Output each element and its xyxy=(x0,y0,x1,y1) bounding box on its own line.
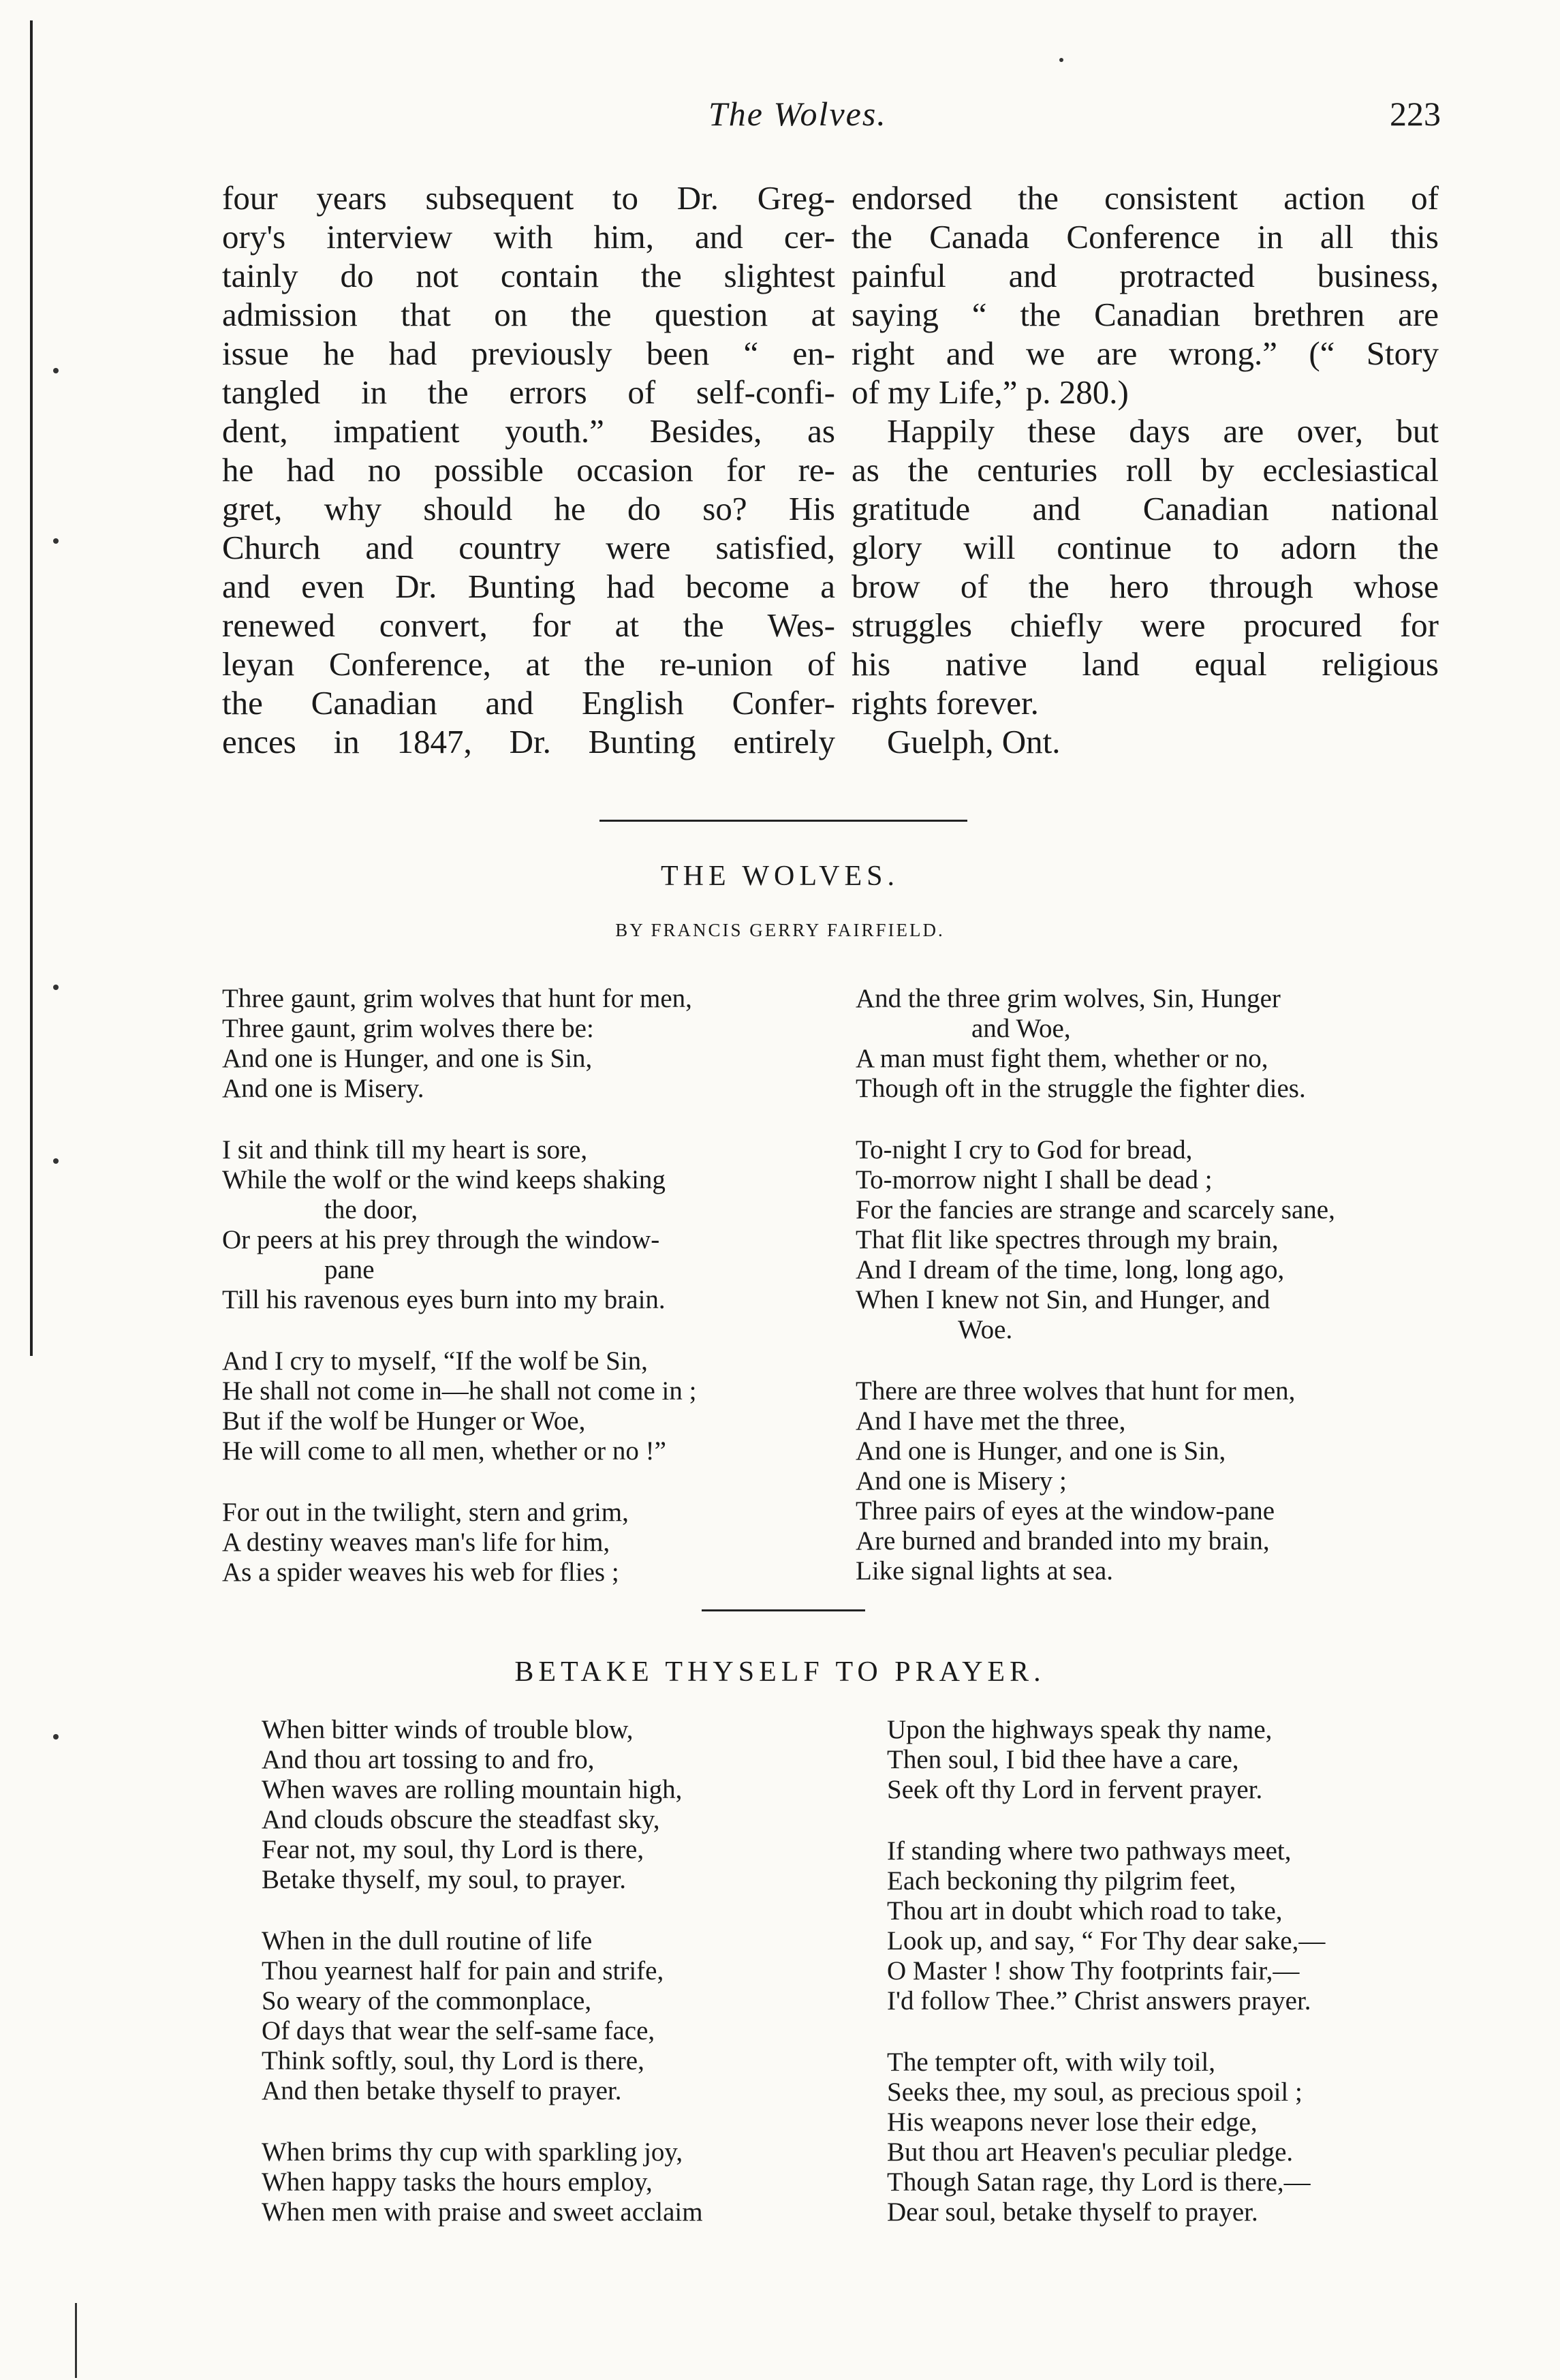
verse-line: Betake thyself, my soul, to prayer. xyxy=(262,1865,627,1894)
verse-line: Seek oft thy Lord in fervent prayer. xyxy=(887,1775,1263,1804)
verse-line: Thou yearnest half for pain and strife, xyxy=(262,1956,664,1985)
section-divider xyxy=(702,1609,865,1611)
text-line: endorsed the consistent action of xyxy=(852,179,1439,217)
poem-column-right xyxy=(856,984,1335,1586)
page-number: 223 xyxy=(1390,95,1441,133)
stanza-gap xyxy=(856,1104,1335,1135)
stanza-gap xyxy=(887,1805,1325,1836)
verse-line: Are burned and branded into my brain, xyxy=(856,1526,1270,1556)
verse-line: To-morrow night I shall be dead ; xyxy=(856,1165,1213,1194)
poem-column-left xyxy=(222,984,696,1588)
text-line: saying “ the Canadian brethren are xyxy=(852,296,1439,333)
text-line: admission that on the question at xyxy=(222,296,835,333)
verse-line: Like signal lights at sea. xyxy=(856,1556,1114,1586)
section-divider xyxy=(599,820,967,822)
verse-line: Thou art in doubt which road to take, xyxy=(887,1896,1283,1926)
verse-line: O Master ! show Thy footprints fair,— xyxy=(887,1956,1300,1985)
verse-line: When bitter winds of trouble blow, xyxy=(262,1715,634,1744)
text-line: and even Dr. Bunting had become a xyxy=(222,568,835,605)
text-line: ences in 1847, Dr. Bunting entirely xyxy=(222,723,835,760)
scan-edge-line xyxy=(75,2303,77,2378)
verse-line: The tempter oft, with wily toil, xyxy=(887,2047,1215,2077)
text-line: as the centuries roll by ecclesiastical xyxy=(852,451,1439,489)
verse-line: That flit like spectres through my brain, xyxy=(856,1225,1279,1254)
verse-line: When happy tasks the hours employ, xyxy=(262,2167,653,2197)
verse-line: If standing where two pathways meet, xyxy=(887,1836,1292,1866)
verse-line: Upon the highways speak thy name, xyxy=(887,1715,1273,1744)
verse-line: But thou art Heaven's peculiar pledge. xyxy=(887,2137,1294,2167)
text-line: tangled in the errors of self-confi- xyxy=(222,373,835,411)
text-line: gratitude and Canadian national xyxy=(852,490,1439,527)
text-line: Church and country were satisfied, xyxy=(222,529,835,566)
poem-byline: BY FRANCIS GERRY FAIRFIELD. xyxy=(615,920,945,940)
text-line: ory's interview with him, and cer- xyxy=(222,218,835,256)
verse-line: A man must fight them, whether or no, xyxy=(856,1044,1268,1073)
poem-column-right xyxy=(887,1715,1325,2227)
text-line: four years subsequent to Dr. Greg- xyxy=(222,179,835,217)
poem-title: THE WOLVES. xyxy=(661,861,899,892)
scan-speck xyxy=(1059,58,1063,62)
stanza-gap xyxy=(222,1315,696,1346)
verse-line: Dear soul, betake thyself to prayer. xyxy=(887,2197,1258,2227)
verse-line: And I dream of the time, long, long ago, xyxy=(856,1255,1285,1284)
text-line: renewed convert, for at the Wes- xyxy=(222,606,835,644)
verse-line: And I cry to myself, “If the wolf be Sin, xyxy=(222,1346,648,1376)
verse-line: And clouds obscure the steadfast sky, xyxy=(262,1805,660,1834)
verse-line: While the wolf or the wind keeps shaking xyxy=(222,1165,666,1194)
verse-line: Think softly, soul, thy Lord is there, xyxy=(262,2046,644,2075)
verse-line: A destiny weaves man's life for him, xyxy=(222,1528,610,1557)
verse-line: And then betake thyself to prayer. xyxy=(262,2076,622,2105)
scan-speck xyxy=(53,985,59,990)
stanza-gap xyxy=(887,2016,1325,2047)
verse-line: Three gaunt, grim wolves that hunt for men, xyxy=(222,984,692,1013)
verse-line: He will come to all men, whether or no !” xyxy=(222,1436,666,1466)
verse-line: Though oft in the struggle the fighter dies. xyxy=(856,1074,1306,1103)
verse-line: For out in the twilight, stern and grim, xyxy=(222,1498,629,1527)
text-line: dent, impatient youth.” Besides, as xyxy=(222,412,835,450)
article-column-left xyxy=(222,179,835,761)
verse-line: Seeks thee, my soul, as precious spoil ; xyxy=(887,2077,1302,2107)
verse-line: When waves are rolling mountain high, xyxy=(262,1775,683,1804)
verse-line: Or peers at his prey through the window- xyxy=(222,1225,660,1254)
verse-line: When in the dull routine of life xyxy=(262,1926,593,1956)
text-line: painful and protracted business, xyxy=(852,257,1439,294)
text-line: the Canada Conference in all this xyxy=(852,218,1439,256)
verse-line: And one is Hunger, and one is Sin, xyxy=(856,1436,1226,1466)
scan-speck xyxy=(53,368,59,373)
article-column-right xyxy=(852,179,1439,761)
verse-line: For the fancies are strange and scarcely sane, xyxy=(856,1195,1335,1224)
verse-line: And one is Misery ; xyxy=(856,1466,1067,1496)
text-line: right and we are wrong.” (“ Story xyxy=(852,335,1439,372)
text-line: brow of the hero through whose xyxy=(852,568,1439,605)
verse-line: And I have met the three, xyxy=(856,1406,1126,1436)
text-line: issue he had previously been “ en- xyxy=(222,335,835,372)
verse-line: the door, xyxy=(324,1195,418,1224)
scan-edge-line xyxy=(30,20,33,1356)
text-line: tainly do not contain the slightest xyxy=(222,257,835,294)
verse-line: Of days that wear the self-same face, xyxy=(262,2016,655,2045)
poem-title: BETAKE THYSELF TO PRAYER. xyxy=(514,1656,1046,1688)
text-line: gret, why should he do so? His xyxy=(222,490,835,527)
verse-line: When brims thy cup with sparkling joy, xyxy=(262,2137,683,2167)
scan-speck xyxy=(53,1734,59,1740)
verse-line: Though Satan rage, thy Lord is there,— xyxy=(887,2167,1311,2197)
verse-line: Three pairs of eyes at the window-pane xyxy=(856,1496,1275,1526)
verse-line: And thou art tossing to and fro, xyxy=(262,1745,595,1774)
text-line: the Canadian and English Confer- xyxy=(222,684,835,722)
stanza-gap xyxy=(262,1895,703,1926)
verse-line: When men with praise and sweet acclaim xyxy=(262,2197,703,2227)
verse-line: Woe. xyxy=(958,1315,1013,1344)
verse-line: But if the wolf be Hunger or Woe, xyxy=(222,1406,586,1436)
verse-line: When I knew not Sin, and Hunger, and xyxy=(856,1285,1270,1314)
text-line: glory will continue to adorn the xyxy=(852,529,1439,566)
text-line: his native land equal religious xyxy=(852,645,1439,683)
stanza-gap xyxy=(222,1104,696,1135)
stanza-gap xyxy=(262,2106,703,2137)
text-line: rights forever. xyxy=(852,684,1039,722)
running-title: The Wolves. xyxy=(708,95,887,133)
verse-line: And one is Hunger, and one is Sin, xyxy=(222,1044,593,1073)
signoff: Guelph, Ont. xyxy=(887,723,1061,760)
verse-line: pane xyxy=(324,1255,375,1284)
text-line: leyan Conference, at the re-union of xyxy=(222,645,835,683)
verse-line: And one is Misery. xyxy=(222,1074,424,1103)
text-line: of my Life,” p. 280.) xyxy=(852,373,1129,411)
text-line: he had no possible occasion for re- xyxy=(222,451,835,489)
verse-line: So weary of the commonplace, xyxy=(262,1986,592,2015)
verse-line: There are three wolves that hunt for men, xyxy=(856,1376,1296,1406)
scan-speck xyxy=(53,538,59,544)
verse-line: Fear not, my soul, thy Lord is there, xyxy=(262,1835,644,1864)
verse-line: Look up, and say, “ For Thy dear sake,— xyxy=(887,1926,1326,1956)
verse-line: Three gaunt, grim wolves there be: xyxy=(222,1014,594,1043)
verse-line: Then soul, I bid thee have a care, xyxy=(887,1745,1239,1774)
verse-line: As a spider weaves his web for flies ; xyxy=(222,1558,619,1587)
verse-line: Till his ravenous eyes burn into my brain. xyxy=(222,1285,666,1314)
verse-line: His weapons never lose their edge, xyxy=(887,2107,1258,2137)
stanza-gap xyxy=(222,1466,696,1498)
verse-line: He shall not come in—he shall not come in ; xyxy=(222,1376,697,1406)
verse-line: I sit and think till my heart is sore, xyxy=(222,1135,588,1164)
stanza-gap xyxy=(856,1345,1335,1376)
verse-line: and Woe, xyxy=(971,1014,1071,1043)
text-line: Happily these days are over, but xyxy=(887,412,1439,450)
verse-line: I'd follow Thee.” Christ answers prayer. xyxy=(887,1986,1311,2015)
verse-line: To-night I cry to God for bread, xyxy=(856,1135,1193,1164)
scan-speck xyxy=(53,1158,59,1164)
verse-line: Each beckoning thy pilgrim feet, xyxy=(887,1866,1236,1896)
poem-column-left xyxy=(262,1715,703,2227)
text-line: struggles chiefly were procured for xyxy=(852,606,1439,644)
verse-line: And the three grim wolves, Sin, Hunger xyxy=(856,984,1281,1013)
